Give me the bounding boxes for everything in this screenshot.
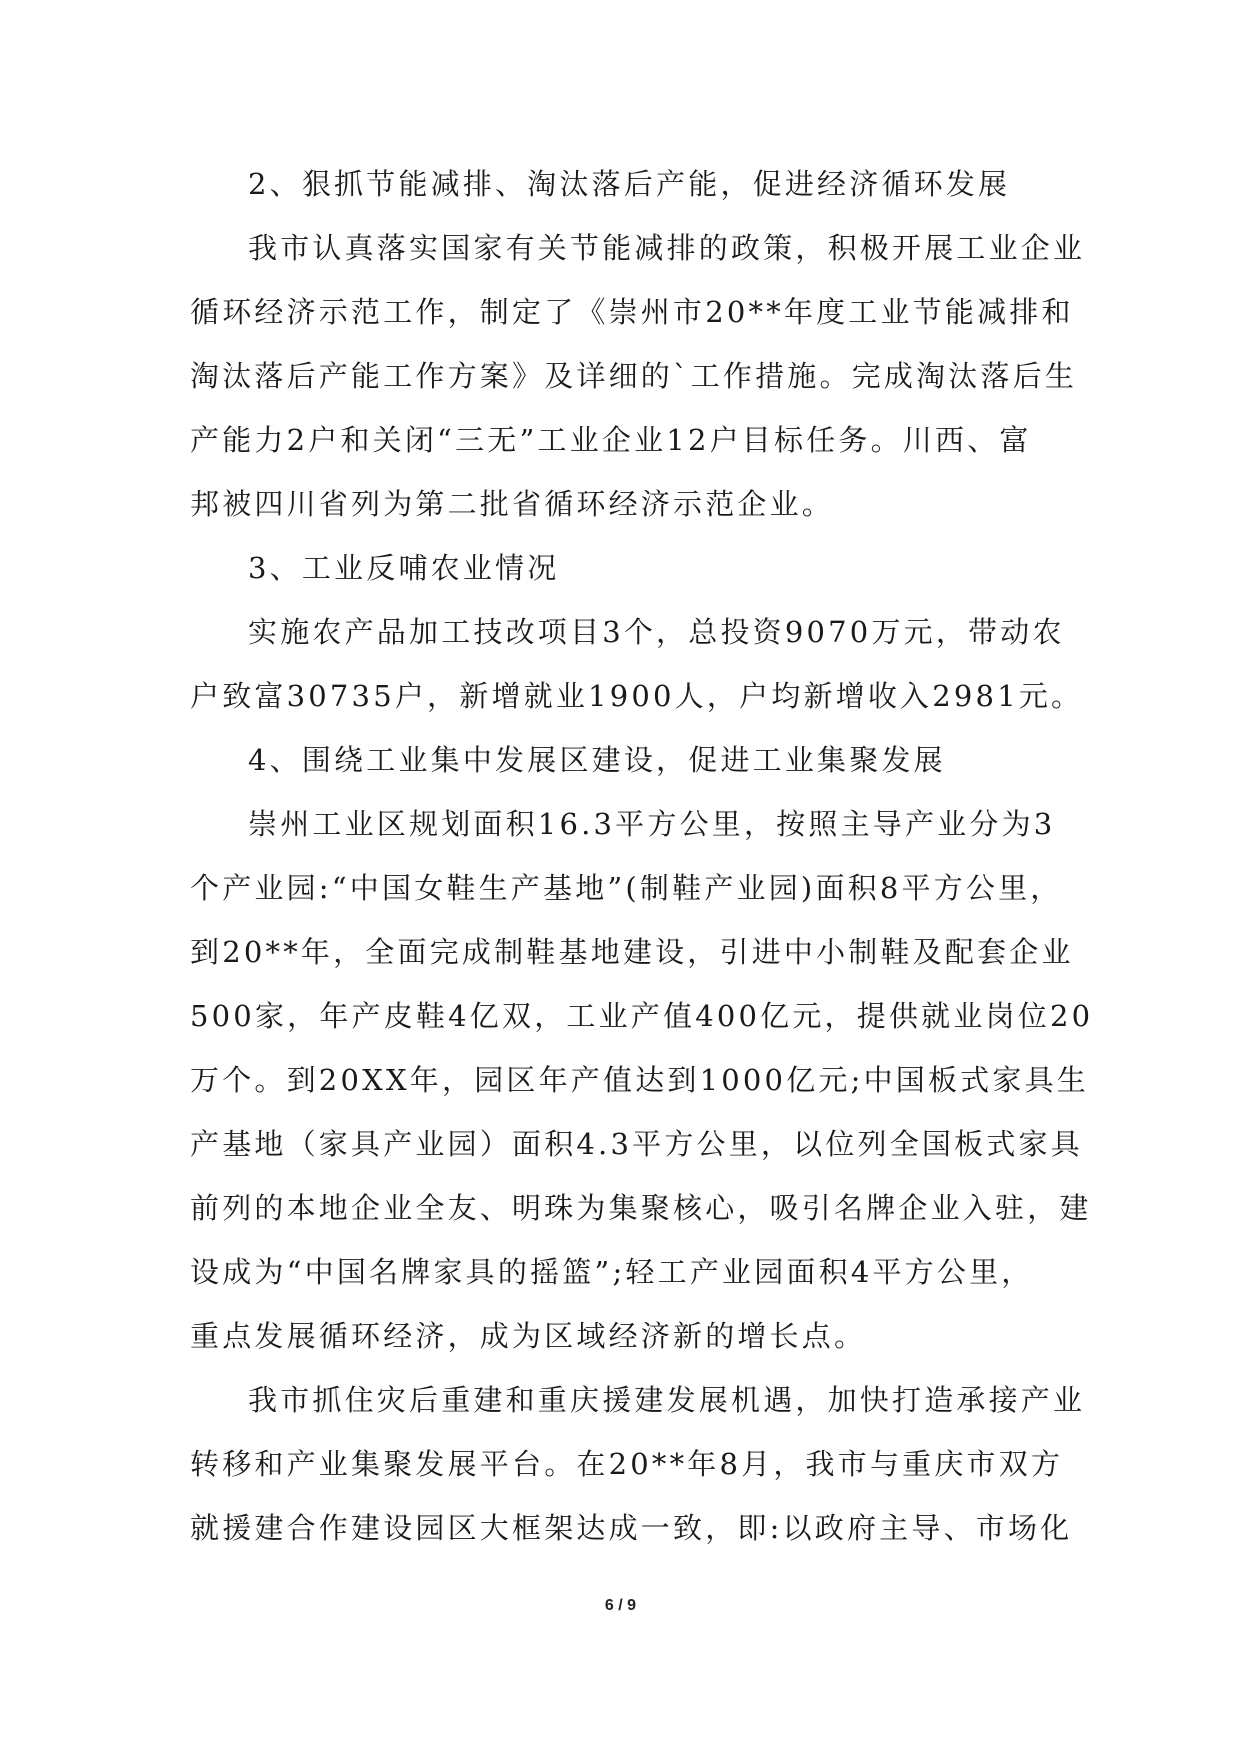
paragraph-line: 淘汰落后产能工作方案》及详细的`工作措施。完成淘汰落后生 <box>190 359 1078 393</box>
section-heading-4: 4、围绕工业集中发展区建设，促进工业集聚发展 <box>248 743 946 777</box>
paragraph-line: 前列的本地企业全友、明珠为集聚核心，吸引名牌企业入驻，建 <box>190 1191 1092 1225</box>
paragraph-line: 重点发展循环经济，成为区域经济新的增长点。 <box>190 1319 867 1353</box>
paragraph-line: 崇州工业区规划面积16.3平方公里，按照主导产业分为3 <box>248 807 1056 841</box>
paragraph-line: 万个。到20XX年，园区年产值达到1000亿元;中国板式家具生 <box>190 1063 1089 1097</box>
paragraph-line: 循环经济示范工作，制定了《崇州市20**年度工业节能减排和 <box>190 295 1074 329</box>
document-body <box>190 152 1094 1560</box>
paragraph-line: 我市认真落实国家有关节能减排的政策，积极开展工业企业 <box>248 231 1086 265</box>
paragraph-line: 设成为“中国名牌家具的摇篮”;轻工产业园面积4平方公里， <box>190 1255 1034 1289</box>
paragraph-line: 到20**年，全面完成制鞋基地建设，引进中小制鞋及配套企业 <box>190 935 1074 969</box>
section-heading-3: 3、工业反哺农业情况 <box>248 551 560 585</box>
paragraph-line: 户致富30735户，新增就业1900人，户均新增收入2981元。 <box>190 679 1084 713</box>
paragraph-line: 个产业园:“中国女鞋生产基地”(制鞋产业园)面积8平方公里， <box>190 871 1063 905</box>
paragraph-line: 就援建合作建设园区大框架达成一致，即:以政府主导、市场化 <box>190 1511 1073 1545</box>
paragraph-line: 500家，年产皮鞋4亿双，工业产值400亿元，提供就业岗位20 <box>190 999 1094 1033</box>
paragraph-line: 我市抓住灾后重建和重庆援建发展机遇，加快打造承接产业 <box>248 1383 1086 1417</box>
paragraph-line: 产基地（家具产业园）面积4.3平方公里，以位列全国板式家具 <box>190 1127 1083 1161</box>
paragraph-line: 转移和产业集聚发展平台。在20**年8月，我市与重庆市双方 <box>190 1447 1064 1481</box>
paragraph-line: 实施农产品加工技改项目3个，总投资9070万元，带动农 <box>248 615 1065 649</box>
paragraph-line: 邦被四川省列为第二批省循环经济示范企业。 <box>190 487 835 521</box>
page-number: 6 / 9 <box>604 1597 637 1614</box>
section-heading-2: 2、狠抓节能减排、淘汰落后产能，促进经济循环发展 <box>248 167 1011 201</box>
paragraph-line: 产能力2户和关闭“三无”工业企业12户目标任务。川西、富 <box>190 423 1032 457</box>
